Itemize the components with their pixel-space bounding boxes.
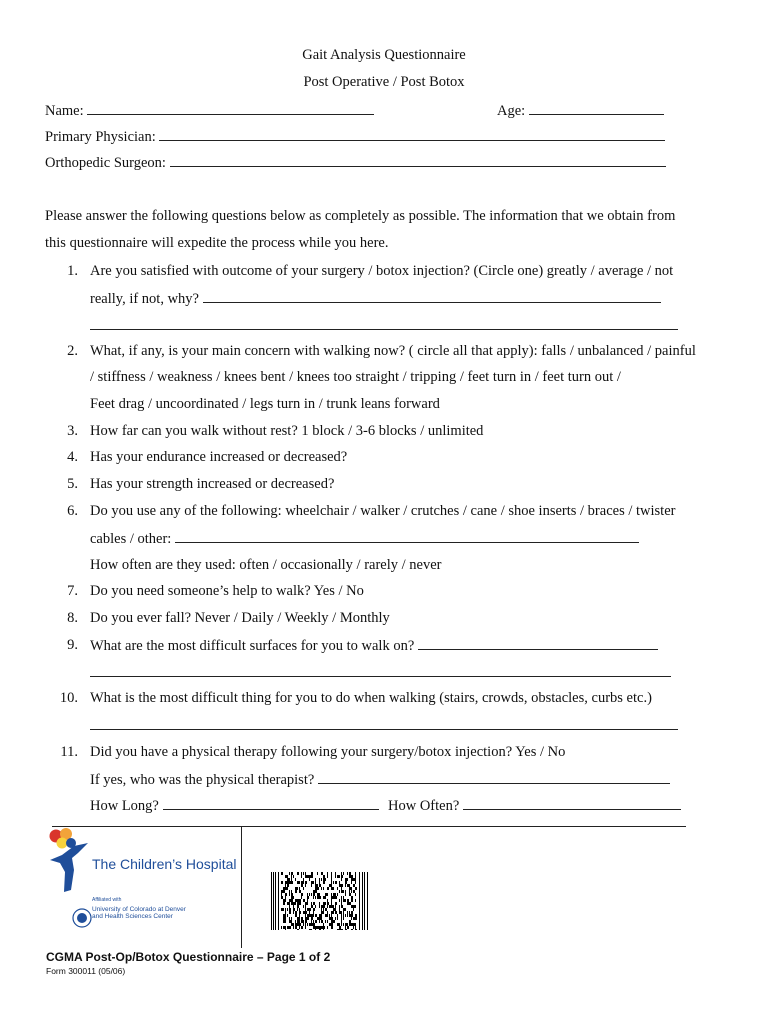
age-blank[interactable]: [529, 101, 664, 115]
orthopedic-surgeon-blank[interactable]: [170, 153, 666, 167]
university-name: [92, 906, 212, 920]
q5-number: 5.: [67, 476, 78, 492]
q1-line-2-row: [90, 289, 661, 308]
page-subtitle: Post Operative / Post Botox: [303, 74, 465, 90]
q11-line-2: If yes, who was the physical therapist?: [90, 772, 315, 788]
q2-line-2: / stiffness / weakness / knees bent / knees too straight / tripping / feet turn in / feet turn out /: [90, 369, 621, 385]
how-often-label: How Often?: [388, 798, 460, 814]
affiliated-label: Affiliated with: [92, 897, 122, 903]
q11-how-long-row: [90, 796, 379, 815]
q4-text: Has your endurance increased or decreased?: [90, 449, 348, 465]
footer-vertical-divider: [241, 826, 242, 948]
name-label: Name:: [45, 103, 84, 119]
q9-row: [90, 636, 658, 655]
q2-line-3: Feet drag / uncoordinated / legs turn in / trunk leans forward: [90, 396, 440, 412]
q1-line-1: Are you satisfied with outcome of your surgery / botox injection? (Circle one) greatly / average / not: [90, 263, 674, 279]
hospital-name: The Children’s Hospital: [92, 856, 237, 872]
how-often-blank[interactable]: [463, 796, 681, 810]
q11-therapist-row: [90, 770, 670, 789]
q3-text: How far can you walk without rest? 1 block / 3-6 blocks / unlimited: [90, 423, 484, 439]
intro-line-1: Please answer the following questions below as completely as possible. The information that we obtain from: [45, 208, 676, 224]
q9-number: 9.: [67, 637, 78, 653]
q3-number: 3.: [67, 423, 78, 439]
form-number: Form 300011 (05/06): [46, 966, 126, 976]
q6-line-2: cables / other:: [90, 531, 172, 547]
orthopedic-surgeon-row: [45, 153, 666, 172]
q7-number: 7.: [67, 583, 78, 599]
q6-line-1: Do you use any of the following: wheelchair / walker / crutches / cane / shoe inserts / braces / twister: [90, 503, 676, 519]
q7-text: Do you need someone’s help to walk? Yes / No: [90, 583, 364, 599]
q6-line-2-row: [90, 529, 639, 548]
q1-line-2: really, if not, why?: [90, 291, 199, 307]
q6-number: 6.: [67, 503, 78, 519]
q10-text: What is the most difficult thing for you to do when walking (stairs, crowds, obstacles, curbs etc.): [90, 690, 652, 706]
primary-physician-blank[interactable]: [159, 127, 665, 141]
q6-line-3: How often are they used: often / occasionally / rarely / never: [90, 557, 442, 573]
q9-answer-blank[interactable]: [418, 636, 658, 650]
q8-number: 8.: [67, 610, 78, 626]
q4-number: 4.: [67, 449, 78, 465]
q6-other-blank[interactable]: [175, 529, 639, 543]
q8-text: Do you ever fall? Never / Daily / Weekly / Monthly: [90, 610, 390, 626]
q11-therapist-blank[interactable]: [318, 770, 670, 784]
q2-number: 2.: [67, 343, 78, 359]
university-line-2: and Health Sciences Center: [92, 913, 173, 920]
q9-extra-blank[interactable]: [90, 676, 671, 677]
q1-extra-blank[interactable]: [90, 329, 678, 330]
barcode-icon: [271, 872, 369, 930]
orthopedic-surgeon-label: Orthopedic Surgeon:: [45, 155, 166, 171]
q9-text: What are the most difficult surfaces for you to walk on?: [90, 638, 415, 654]
university-line-1: University of Colorado at Denver: [92, 906, 186, 913]
intro-line-2: this questionnaire will expedite the process while you here.: [45, 235, 389, 251]
q10-answer-blank[interactable]: [90, 729, 678, 730]
how-long-label: How Long?: [90, 798, 159, 814]
q10-number: 10.: [59, 690, 78, 706]
q11-line-1: Did you have a physical therapy following your surgery/botox injection? Yes / No: [90, 744, 566, 760]
q2-line-1: What, if any, is your main concern with walking now? ( circle all that apply): falls / unbalanced / painful: [90, 343, 696, 359]
primary-physician-label: Primary Physician:: [45, 129, 156, 145]
age-field-row: [497, 101, 664, 120]
q5-text: Has your strength increased or decreased?: [90, 476, 335, 492]
name-field-row: [45, 101, 374, 120]
form-title: CGMA Post-Op/Botox Questionnaire – Page 1 of 2: [46, 950, 331, 964]
q1-why-blank[interactable]: [203, 289, 661, 303]
primary-physician-row: [45, 127, 665, 146]
name-blank[interactable]: [87, 101, 374, 115]
age-label: Age:: [497, 103, 526, 119]
how-long-blank[interactable]: [163, 796, 379, 810]
q11-how-often-row: [388, 796, 681, 815]
q1-number: 1.: [67, 263, 78, 279]
q11-number: 11.: [60, 744, 78, 760]
page-title: Gait Analysis Questionnaire: [302, 47, 466, 63]
